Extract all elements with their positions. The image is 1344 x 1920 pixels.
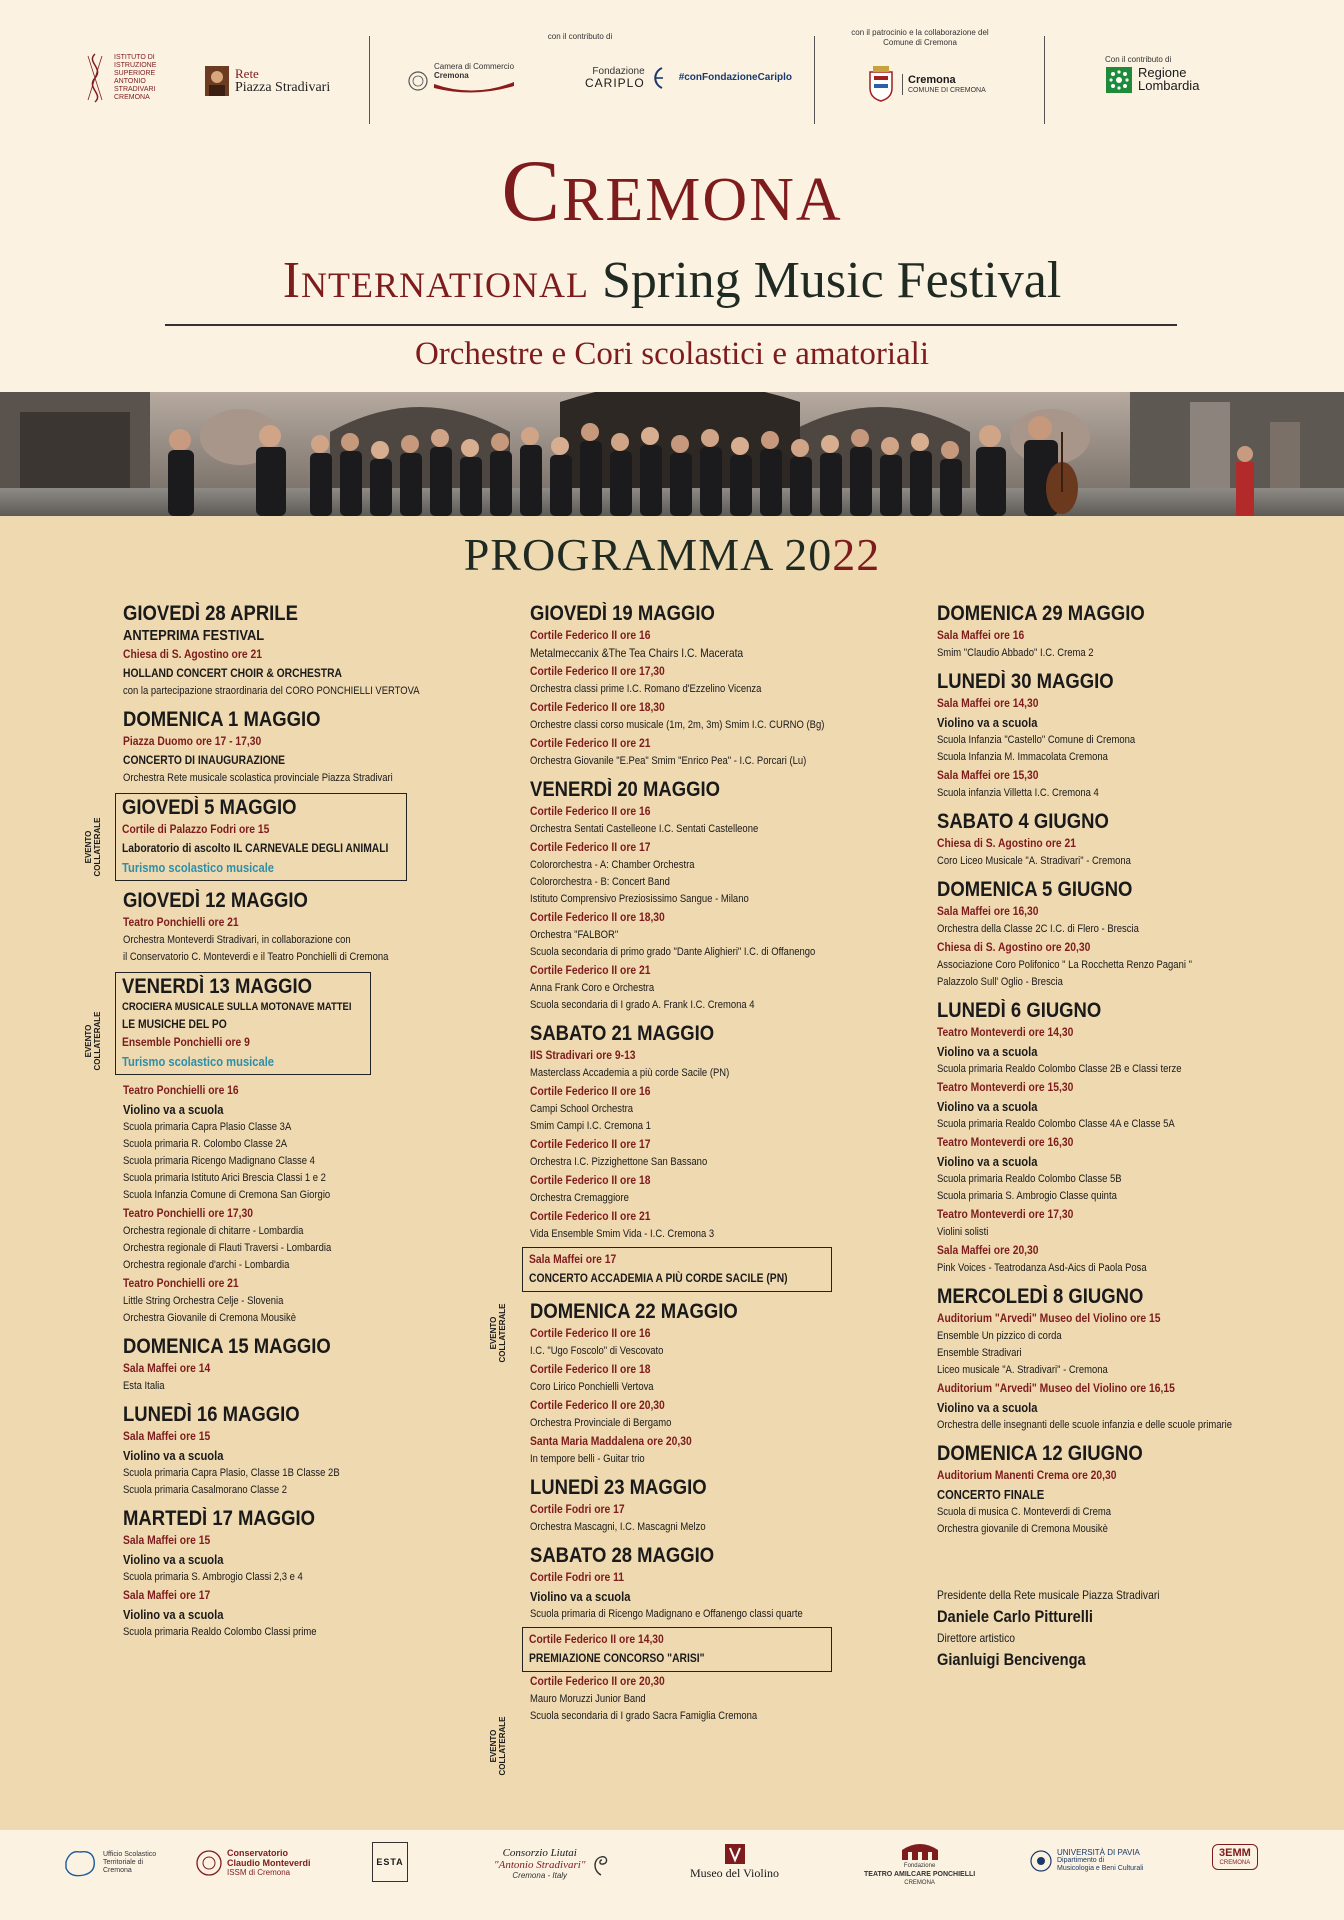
event-detail: Orchestra delle insegnanti delle scuole infanzia e delle scuole primarie	[937, 1419, 1233, 1431]
museo-mark-icon	[725, 1844, 745, 1864]
event-detail: Scuola primaria Casalmorano Classe 2	[123, 1484, 288, 1496]
event-location: Sala Maffei ore 15	[123, 1429, 211, 1443]
event-location: Teatro Monteverdi ore 17,30	[937, 1207, 1074, 1221]
spring-music-festival: Spring Music Festival	[601, 252, 1062, 309]
teatro-label: TEATRO AMILCARE PONCHIELLI	[864, 1871, 976, 1878]
event-day: DOMENICA 22 MAGGIO	[530, 1300, 738, 1323]
event-location: Teatro Ponchielli ore 16	[123, 1083, 239, 1097]
teatro-city: CREMONA	[904, 1880, 935, 1886]
event-location: Sala Maffei ore 14	[123, 1361, 211, 1375]
event-day: DOMENICA 15 MAGGIO	[123, 1335, 331, 1358]
patrocinio-note: con il patrocinio e la collaborazione del Comune di Cremona	[851, 28, 989, 47]
museo-violino-logo	[690, 1844, 779, 1881]
event-detail: Orchestra "FALBOR"	[530, 929, 619, 941]
piazza-stradivari-label: Piazza Stradivari	[235, 80, 331, 95]
event-detail: Scuola primaria Capra Plasio Classe 3A	[123, 1121, 292, 1133]
event-performer: HOLLAND CONCERT CHOIR & ORCHESTRA	[123, 666, 343, 680]
event-detail: con la partecipazione straordinaria del CORO PONCHIELLI VERTOVA	[123, 685, 420, 697]
department-name: Musicologia e Beni Culturali	[1057, 1865, 1144, 1872]
event-detail: Smim "Claudio Abbado" I.C. Crema 2	[937, 647, 1094, 659]
event-day: LUNEDÌ 6 GIUGNO	[937, 999, 1102, 1022]
event-detail: Scuola primaria R. Colombo Classe 2A	[123, 1138, 288, 1150]
event-detail: Orchestra Mascagni, I.C. Mascagni Melzo	[530, 1521, 706, 1533]
event-detail: Scuola primaria Capra Plasio, Classe 1B Classe 2B	[123, 1467, 340, 1479]
event-detail: Scuola primaria Istituto Arici Brescia Classi 1 e 2	[123, 1172, 326, 1184]
event-title: Violino va a scuola	[937, 1044, 1038, 1059]
programme-column-1	[123, 594, 453, 1641]
event-detail: Scuola Infanzia "Castello" Comune di Cremona	[937, 734, 1136, 746]
3emm-label: 3EMM	[1219, 1847, 1251, 1859]
regione-label: Regione	[1138, 65, 1187, 80]
event-location: Cortile Federico II ore 17	[530, 1137, 651, 1151]
footer-logos	[0, 1830, 1344, 1920]
event-day: DOMENICA 29 MAGGIO	[937, 602, 1145, 625]
event-detail: Colororchestra - A: Chamber Orchestra	[530, 859, 695, 871]
violin-scroll-icon	[590, 1851, 612, 1877]
event-detail: Masterclass Accademia a più corde Sacile (PN)	[530, 1067, 730, 1079]
issm-label: ISSM di Cremona	[227, 1868, 291, 1877]
consorzio-liutai-logo	[494, 1848, 612, 1880]
event-day: MERCOLEDÌ 8 GIUGNO	[937, 1285, 1144, 1308]
event-location: Chiesa di S. Agostino ore 21	[123, 647, 262, 661]
cariplo-label: CARIPLO	[585, 75, 645, 90]
event-detail: Colororchestra - B: Concert Band	[530, 876, 670, 888]
event-location: Cortile Federico II ore 21	[530, 736, 651, 750]
event-detail: Orchestra regionale d'archi - Lombardia	[123, 1259, 290, 1271]
regione-lombardia-logo	[1106, 66, 1199, 93]
programme-column-2	[530, 594, 860, 1725]
camera-commercio-logo	[408, 62, 514, 99]
swoosh-icon	[434, 80, 514, 94]
evento-collaterale-tag: EVENTO COLLATERALE	[489, 1716, 507, 1776]
seal-icon	[408, 71, 428, 91]
esta-label: ESTA	[372, 1842, 408, 1882]
event-location: Cortile di Palazzo Fodri ore 15	[122, 822, 270, 836]
header	[0, 0, 1344, 392]
event-day: VENERDÌ 20 MAGGIO	[530, 778, 720, 801]
event-location: Teatro Ponchielli ore 17,30	[123, 1206, 254, 1220]
event-detail: Orchestra Sentati Castelleone I.C. Sentati Castelleone	[530, 823, 759, 835]
event-detail: Scuola Infanzia Comune di Cremona San Giorgio	[123, 1189, 331, 1201]
event-location: Teatro Ponchielli ore 21	[123, 1276, 239, 1290]
event-location: Cortile Federico II ore 21	[530, 1209, 651, 1223]
event-location: Ensemble Ponchielli ore 9	[122, 1035, 250, 1049]
event-location: Cortile Federico II ore 18,30	[530, 700, 665, 714]
fondazione-cariplo-logo	[585, 66, 792, 90]
event-detail: Esta Italia	[123, 1380, 165, 1392]
lombardy-map-icon	[62, 1848, 98, 1878]
collateral-event-box	[522, 1247, 832, 1292]
university-seal-icon	[1030, 1850, 1052, 1872]
festival-tagline: Orchestre e Cori scolastici e amatoriali	[414, 336, 930, 372]
event-location: Cortile Federico II ore 21	[530, 963, 651, 977]
event-detail: Ensemble Un pizzico di corda	[937, 1330, 1062, 1342]
museo-label: Museo del Violino	[690, 1866, 780, 1880]
event-detail: Orchestra Cremaggiore	[530, 1192, 629, 1204]
event-location: Cortile Federico II ore 20,30	[530, 1674, 665, 1688]
event-day: VENERDÌ 13 MAGGIO	[122, 975, 312, 998]
event-day: DOMENICA 12 GIUGNO	[937, 1442, 1143, 1465]
event-detail: Orchestra Monteverdi Stradivari, in collaborazione con	[123, 934, 351, 946]
regione-note: Con il contributo di	[1105, 55, 1172, 64]
istituto-stradivari-text: ISTITUTO DI ISTRUZIONE SUPERIORE ANTONIO STRADIVARI CREMONA	[114, 54, 157, 101]
rete-label: Rete	[235, 66, 259, 81]
director-role: Direttore artistico	[937, 1631, 1016, 1645]
rosa-camuna-icon	[1106, 67, 1132, 93]
universita-pavia-logo	[1030, 1848, 1143, 1873]
event-location: Sala Maffei ore 17	[529, 1252, 617, 1266]
event-detail: Scuola primaria Realdo Colombo Classe 2B e Classi terze	[937, 1063, 1182, 1075]
event-location: Sala Maffei ore 20,30	[937, 1243, 1039, 1257]
event-detail: Orchestra della Classe 2C I.C. di Flero - Brescia	[937, 923, 1139, 935]
comune-label-2: COMUNE DI CREMONA	[908, 86, 986, 94]
event-day: SABATO 21 MAGGIO	[530, 1022, 715, 1045]
event-title: Violino va a scuola	[937, 1154, 1038, 1169]
title-divider	[165, 324, 1177, 326]
event-day: GIOVEDÌ 19 MAGGIO	[530, 602, 715, 625]
camera-label-1: Camera di Commercio	[434, 62, 515, 71]
event-detail: Scuola Infanzia M. Immacolata Cremona	[937, 751, 1108, 763]
evento-collaterale-tag: EVENTO COLLATERALE	[489, 1303, 507, 1363]
event-location: Teatro Monteverdi ore 14,30	[937, 1025, 1074, 1039]
event-day: LUNEDÌ 16 MAGGIO	[123, 1403, 300, 1426]
event-detail: Campi School Orchestra	[530, 1103, 634, 1115]
president-role: Presidente della Rete musicale Piazza Stradivari	[937, 1588, 1160, 1602]
event-detail: Liceo musicale "A. Stradivari" - Cremona	[937, 1364, 1108, 1376]
orchestra-group-image	[0, 392, 1344, 516]
theatre-icon	[900, 1842, 940, 1862]
collateral-event-box	[522, 1627, 832, 1672]
conservatorio-seal-icon	[196, 1850, 222, 1876]
event-location: Sala Maffei ore 15,30	[937, 768, 1039, 782]
university-label: UNIVERSITÀ DI PAVIA	[1057, 1848, 1140, 1857]
event-detail: Scuola di musica C. Monteverdi di Crema	[937, 1506, 1112, 1518]
event-detail: Orchestra regionale di Flauti Traversi - Lombardia	[123, 1242, 332, 1254]
event-title: CROCIERA MUSICALE SULLA MOTONAVE MATTEI	[122, 1001, 352, 1013]
camera-label-2: Cremona	[434, 71, 469, 80]
event-detail: Orchestre classi corso musicale (1m, 2m, 3m) Smim I.C. CURNO (Bg)	[530, 719, 825, 731]
event-day: GIOVEDÌ 12 MAGGIO	[123, 889, 308, 912]
divider	[814, 36, 815, 124]
event-location: Cortile Federico II ore 18,30	[530, 910, 665, 924]
event-location: Teatro Monteverdi ore 15,30	[937, 1080, 1074, 1094]
turismo-label: Turismo scolastico musicale	[122, 860, 275, 875]
consorzio-city: Cremona - Italy	[512, 1871, 568, 1880]
collateral-event-box	[115, 793, 407, 881]
event-location: Santa Maria Maddalena ore 20,30	[530, 1434, 692, 1448]
conservatorio-logo	[196, 1848, 311, 1877]
event-detail: Violini solisti	[937, 1226, 989, 1238]
event-detail: Scuola primaria Realdo Colombo Classe 4A e Classe 5A	[937, 1118, 1175, 1130]
event-detail: Scuola primaria S. Ambrogio Classi 2,3 e 4	[123, 1571, 303, 1583]
event-title: ANTEPRIMA FESTIVAL	[123, 627, 265, 644]
event-location: Cortile Federico II ore 17,30	[530, 664, 665, 678]
fondazione-label: Fondazione	[592, 65, 645, 77]
event-location: Cortile Federico II ore 20,30	[530, 1398, 665, 1412]
event-detail: Scuola primaria S. Ambrogio Classe quinta	[937, 1190, 1117, 1202]
event-day: GIOVEDÌ 28 APRILE	[123, 602, 298, 625]
event-title: Violino va a scuola	[123, 1102, 224, 1117]
event-location: Cortile Federico II ore 16	[530, 804, 651, 818]
event-detail: Scuola secondaria di primo grado "Dante Alighieri" I.C. di Offanengo	[530, 946, 816, 958]
violin-scroll-icon	[82, 52, 108, 104]
event-detail: Ensemble Stradivari	[937, 1347, 1022, 1359]
consorzio-name: "Antonio Stradivari"	[494, 1859, 586, 1871]
ust-cremona-logo	[62, 1848, 173, 1878]
event-day: SABATO 4 GIUGNO	[937, 810, 1109, 833]
event-detail: Mauro Moruzzi Junior Band	[530, 1693, 646, 1705]
cariplo-mark-icon	[651, 66, 665, 90]
event-detail: Orchestra giovanile di Cremona Mousikè	[937, 1523, 1108, 1535]
event-detail: Scuola primaria Ricengo Madignano Classe 4	[123, 1155, 315, 1167]
comune-cremona-logo	[866, 66, 986, 102]
programme-column-3	[937, 594, 1267, 1672]
event-location: Piazza Duomo ore 17 - 17,30	[123, 734, 262, 748]
event-title: Violino va a scuola	[937, 1099, 1038, 1114]
event-location: IIS Stradivari ore 9-13	[530, 1048, 636, 1062]
event-detail: Orchestra Rete musicale scolastica provinciale Piazza Stradivari	[123, 772, 393, 784]
programme-year: 22	[832, 529, 881, 580]
istituto-stradivari-logo	[82, 52, 174, 104]
monteverdi-label: Claudio Monteverdi	[227, 1858, 311, 1868]
event-detail: Pink Voices - Teatrodanza Asd-Aics di Paola Posa	[937, 1262, 1147, 1274]
event-location: Cortile Federico II ore 17	[530, 840, 651, 854]
event-title: Laboratorio di ascolto IL CARNEVALE DEGLI ANIMALI	[122, 841, 389, 855]
event-detail: Orchestra Giovanile "E.Pea" Smim "Enrico Pea" - I.C. Porcari (Lu)	[530, 755, 807, 767]
event-detail: Smim Campi I.C. Cremona 1	[530, 1120, 651, 1132]
event-title: LE MUSICHE DEL PO	[122, 1017, 227, 1031]
director-name: Gianluigi Bencivenga	[937, 1650, 1086, 1669]
hashtag-label: #conFondazioneCariplo	[678, 72, 793, 83]
event-detail: Orchestra regionale di chitarre - Lombardia	[123, 1225, 304, 1237]
event-detail: Metalmeccanix &The Tea Chairs I.C. Macerata	[530, 646, 744, 660]
event-detail: Associazione Coro Polifonico " La Rocchetta Renzo Pagani "	[937, 959, 1192, 971]
collateral-event-box	[115, 972, 371, 1075]
event-location: Chiesa di S. Agostino ore 21	[937, 836, 1076, 850]
evento-collaterale-tag: EVENTO COLLATERALE	[84, 817, 102, 877]
event-location: Cortile Federico II ore 18	[530, 1362, 651, 1376]
esta-logo	[372, 1842, 408, 1882]
conservatorio-label: Conservatorio	[227, 1848, 289, 1858]
international-word: International	[282, 252, 589, 309]
event-location: Teatro Ponchielli ore 21	[123, 915, 239, 929]
comune-label-1: Cremona	[908, 73, 956, 86]
event-detail: Scuola infanzia Villetta I.C. Cremona 4	[937, 787, 1099, 799]
event-location: Sala Maffei ore 16	[937, 628, 1025, 642]
event-location: Sala Maffei ore 15	[123, 1533, 211, 1547]
event-detail: Coro Liceo Musicale "A. Stradivari" - Cremona	[937, 855, 1131, 867]
event-day: GIOVEDÌ 5 MAGGIO	[122, 796, 297, 819]
event-title: Violino va a scuola	[123, 1607, 224, 1622]
event-day: DOMENICA 1 MAGGIO	[123, 708, 321, 731]
teatro-ponchielli-logo	[864, 1842, 975, 1887]
evento-collaterale-tag: EVENTO COLLATERALE	[84, 1011, 102, 1071]
event-location: Chiesa di S. Agostino ore 20,30	[937, 940, 1091, 954]
event-detail: Scuola secondaria di I grado A. Frank I.C. Cremona 4	[530, 999, 755, 1011]
programme-title	[0, 528, 1344, 582]
event-detail: Palazzolo Sull' Oglio - Brescia	[937, 976, 1063, 988]
contributo-note: con il contributo di	[547, 32, 613, 41]
event-day: LUNEDÌ 30 MAGGIO	[937, 670, 1114, 693]
department-label: Dipartimento di	[1057, 1857, 1105, 1864]
event-location: Sala Maffei ore 16,30	[937, 904, 1039, 918]
event-title: Violino va a scuola	[123, 1552, 224, 1567]
3emm-city: CREMONA	[1219, 1860, 1251, 1866]
festival-subtitle	[0, 252, 1344, 310]
event-detail: Coro Lirico Ponchielli Vertova	[530, 1381, 654, 1393]
event-title: CONCERTO DI INAUGURAZIONE	[123, 753, 286, 767]
event-detail: Scuola primaria Realdo Colombo Classi prime	[123, 1626, 317, 1638]
divider	[369, 36, 370, 124]
divider	[1044, 36, 1045, 124]
event-location: Cortile Federico II ore 18	[530, 1173, 651, 1187]
sponsor-bar	[0, 0, 1344, 132]
event-detail: Little String Orchestra Celje - Slovenia	[123, 1295, 284, 1307]
event-title: Violino va a scuola	[123, 1448, 224, 1463]
event-location: Auditorium "Arvedi" Museo del Violino ore 16,15	[937, 1381, 1175, 1395]
festival-title: Cremona	[501, 143, 843, 240]
event-detail: In tempore belli - Guitar trio	[530, 1453, 645, 1465]
event-day: MARTEDÌ 17 MAGGIO	[123, 1507, 316, 1530]
event-location: Cortile Federico II ore 16	[530, 628, 651, 642]
event-location: Sala Maffei ore 17	[123, 1588, 211, 1602]
event-title: Violino va a scuola	[937, 715, 1038, 730]
event-location: Teatro Monteverdi ore 16,30	[937, 1135, 1074, 1149]
orchestra-photo	[0, 392, 1344, 516]
event-location: Cortile Fodri ore 17	[530, 1502, 625, 1516]
event-title: CONCERTO FINALE	[937, 1487, 1045, 1502]
event-location: Cortile Federico II ore 16	[530, 1326, 651, 1340]
event-detail: Scuola primaria Realdo Colombo Classe 5B	[937, 1173, 1122, 1185]
event-title: Violino va a scuola	[530, 1589, 631, 1604]
event-detail: Orchestra Provinciale di Bergamo	[530, 1417, 672, 1429]
president-name: Daniele Carlo Pitturelli	[937, 1607, 1093, 1626]
rete-piazza-stradivari-logo	[205, 66, 330, 96]
event-detail: Orchestra I.C. Pizzighettone San Bassano	[530, 1156, 708, 1168]
event-day: SABATO 28 MAGGIO	[530, 1544, 715, 1567]
event-location: Sala Maffei ore 14,30	[937, 696, 1039, 710]
event-location: Auditorium "Arvedi" Museo del Violino ore 15	[937, 1311, 1161, 1325]
event-title: CONCERTO ACCADEMIA A PIÙ CORDE SACILE (PN)	[529, 1271, 788, 1285]
event-detail: Istituto Comprensivo Preziosissimo Sangue - Milano	[530, 893, 749, 905]
programme-label: PROGRAMMA 20	[463, 529, 833, 580]
3emm-logo	[1212, 1844, 1258, 1870]
event-day: DOMENICA 5 GIUGNO	[937, 878, 1133, 901]
event-title: Violino va a scuola	[937, 1400, 1038, 1415]
event-location: Cortile Federico II ore 14,30	[529, 1632, 664, 1646]
event-detail: Scuola secondaria di I grado Sacra Famiglia Cremona	[530, 1710, 758, 1722]
event-detail: I.C. "Ugo Foscolo" di Vescovato	[530, 1345, 664, 1357]
coat-of-arms-icon	[866, 66, 896, 102]
event-location: Cortile Federico II ore 16	[530, 1084, 651, 1098]
event-title: PREMIAZIONE CONCORSO "ARISI"	[529, 1651, 705, 1665]
event-detail: Scuola primaria di Ricengo Madignano e Offanengo classi quarte	[530, 1608, 803, 1620]
event-detail: il Conservatorio C. Monteverdi e il Teatro Ponchielli di Cremona	[123, 951, 389, 963]
event-detail: Anna Frank Coro e Orchestra	[530, 982, 655, 994]
fondazione-label: Fondazione	[903, 1863, 936, 1869]
turismo-label: Turismo scolastico musicale	[122, 1054, 275, 1069]
lombardia-label: Lombardia	[1138, 78, 1200, 93]
event-detail: Vida Ensemble Smim Vida - I.C. Cremona 3	[530, 1228, 715, 1240]
consorzio-label: Consorzio Liutai	[502, 1847, 577, 1859]
portrait-icon	[205, 66, 229, 96]
event-day: LUNEDÌ 23 MAGGIO	[530, 1476, 707, 1499]
event-location: Auditorium Manenti Crema ore 20,30	[937, 1468, 1117, 1482]
event-detail: Orchestra classi prime I.C. Romano d'Ezzelino Vicenza	[530, 683, 762, 695]
ust-label: Ufficio Scolastico Territoriale di Cremona	[103, 1851, 157, 1874]
event-detail: Orchestra Giovanile di Cremona Mousikè	[123, 1312, 296, 1324]
event-location: Cortile Fodri ore 11	[530, 1570, 625, 1584]
